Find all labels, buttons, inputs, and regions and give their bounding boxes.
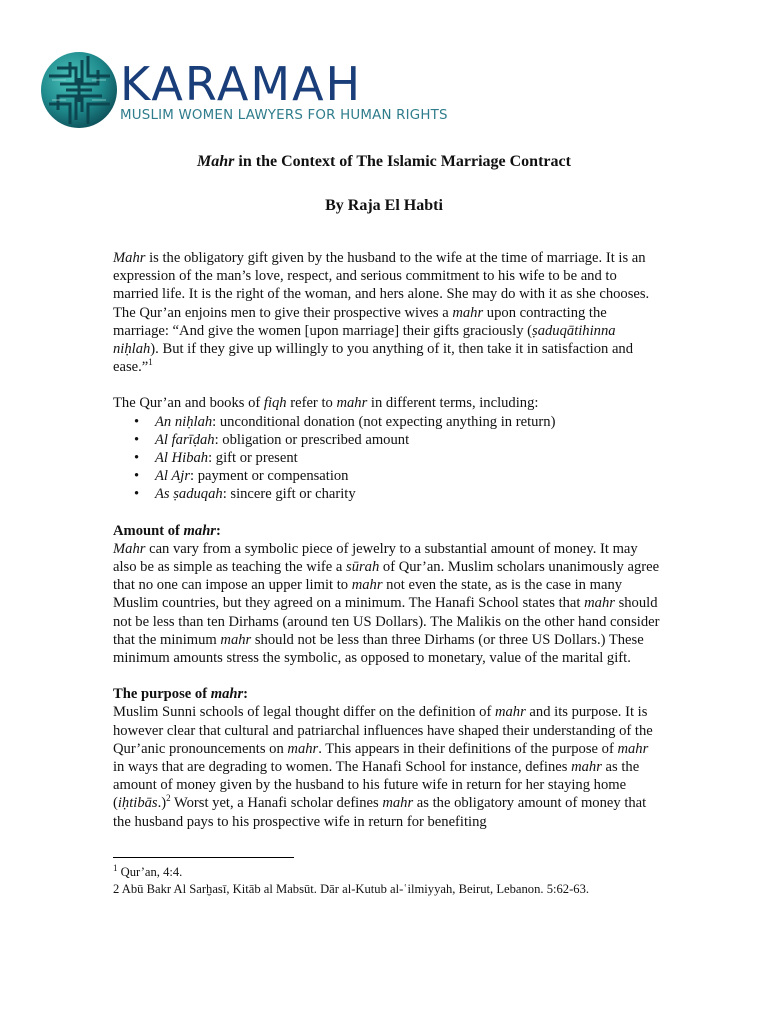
footnote-ref-2: 2 bbox=[166, 793, 171, 804]
list-item: • Al farīḍah: obligation or prescribed amount bbox=[155, 431, 661, 449]
footnote-2: 2 Abū Bakr Al Sarḫasī, Kitāb al Mabsūt. Dār al-Kutub al-ʿilmiyyah, Beirut, Lebanon. 5:62-63. bbox=[113, 882, 590, 896]
title-italic: Mahr bbox=[197, 153, 235, 170]
globe-maze-icon bbox=[40, 48, 120, 134]
heading-amount: Amount of mahr: bbox=[113, 522, 221, 539]
title-rest: in the Context of The Islamic Marriage Contract bbox=[234, 153, 571, 170]
paragraph-amount: Mahr can vary from a symbolic piece of jewelry to a substantial amount of money. It may also be as simple as teaching the wife a sūrah of Qur’an. Muslim scholars unanimously agree that no one can impose an upper limit to mahr not even the state, as is the case in many Muslim countries, but they agreed on a minimum. The Hanafi School states that mahr should not be less than ten Dirhams (around ten US Dollars). The Malikis on the other hand consider that the minimum mahr should not be less than three Dirhams (or three US Dollars.) These minimum amounts stress the symbolic, as opposed to monetary, value of the marital gift. bbox=[113, 540, 660, 667]
brand-name: KARAMAH bbox=[120, 57, 363, 111]
footnote-ref-1: 1 bbox=[148, 357, 153, 368]
footnotes bbox=[113, 864, 673, 898]
document-title bbox=[0, 152, 768, 172]
document-body bbox=[113, 249, 661, 831]
terms-list bbox=[113, 413, 661, 504]
paragraph-intro: Mahr is the obligatory gift given by the husband to the wife at the time of marriage. It is an expression of the man’s love, respect, and serious commitment to his wife to be and to married life. It is the right of the woman, and hers alone. She may do with it as she chooses. The Qur’an enjoins men to give their prospective wives a mahr upon contracting the marriage: “And give the women [upon marriage] their gifts graciously (ṣaduqātihinna niḥlah). But if they give up willingly to you anything of it, then take it in satisfaction and ease.”$^1$ bbox=[113, 250, 650, 376]
heading-purpose: The purpose of mahr: bbox=[113, 686, 249, 703]
paragraph-purpose: Muslim Sunni schools of legal thought differ on the definition of mahr and its purpose. It is however clear that cultural and patriarchal influences have shaped their understanding of the Qur’anic pronouncements on mahr. This appears in their definitions of the purpose of mahr in ways that are degrading to women. The Hanafi School for instance, defines mahr as the amount of money given by the husband to his future wife in return for her staying home (iḥtibās.)$^2$ Worst yet, a Hanafi scholar defines mahr as the obligatory amount of money that the husband pays to his prospective wife in return for benefiting bbox=[113, 704, 653, 830]
list-item: • Al Hibah: gift or present bbox=[155, 449, 661, 467]
paragraph-terms-intro: The Qur’an and books of fiqh refer to mahr in different terms, including: bbox=[113, 395, 539, 412]
list-item: • As ṣaduqah: sincere gift or charity bbox=[155, 485, 661, 503]
footnote-1: $^1$ Qur’an, 4:4. bbox=[113, 862, 183, 879]
list-item: • An niḥlah: unconditional donation (not expecting anything in return) bbox=[155, 413, 661, 431]
list-item: • Al Ajr: payment or compensation bbox=[155, 467, 661, 485]
karamah-logo bbox=[40, 48, 448, 134]
brand-tagline: MUSLIM WOMEN LAWYERS FOR HUMAN RIGHTS bbox=[120, 108, 448, 123]
footnote-divider bbox=[113, 857, 294, 858]
byline: By Raja El Habti bbox=[325, 197, 443, 214]
